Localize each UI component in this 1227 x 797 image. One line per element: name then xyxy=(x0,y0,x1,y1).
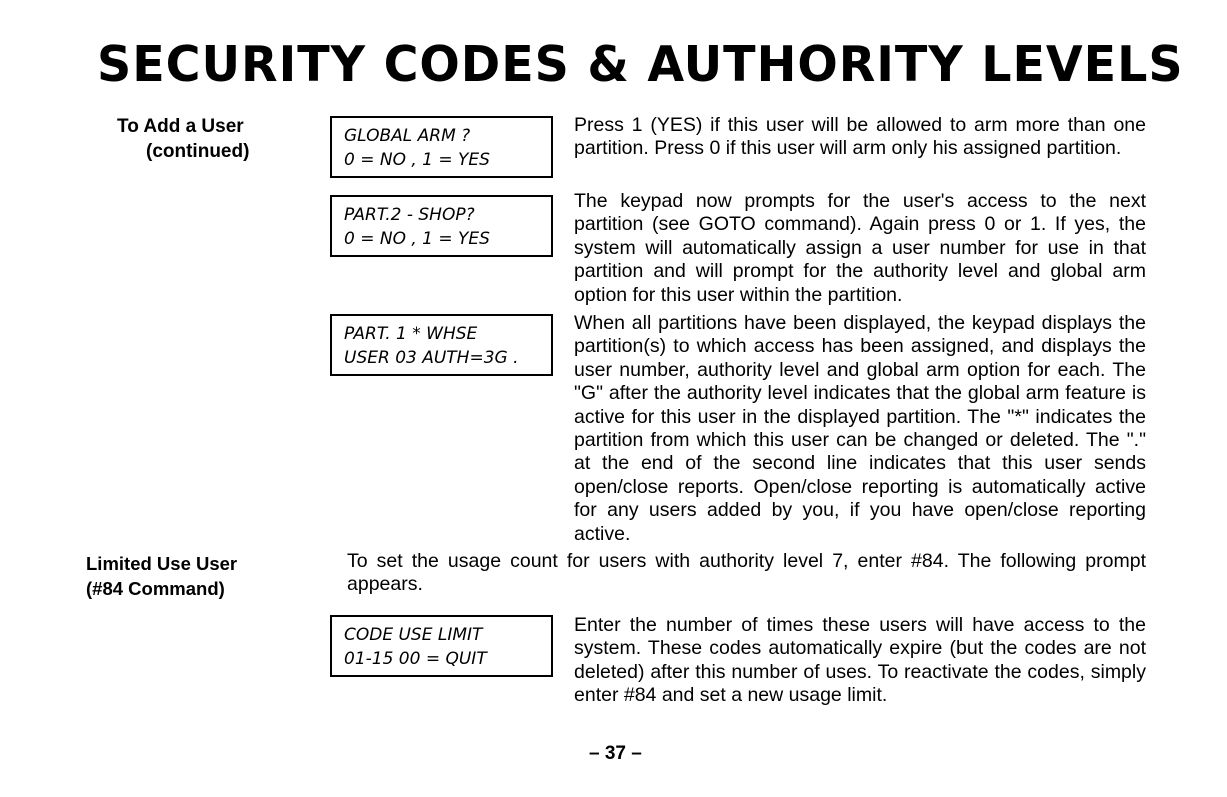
section-label-line: Limited Use User xyxy=(86,553,238,574)
keypad-display xyxy=(330,314,553,376)
display-line: PART. 1 * WHSE xyxy=(344,324,478,344)
keypad-display xyxy=(330,615,553,677)
body-paragraph: Enter the number of times these users will have access to the system. These codes automatically expire (but the codes are not deleted) after this number of uses. To reactivate the codes, simply enter #84 and set a new usage limit. xyxy=(574,614,1146,707)
body-paragraph: Press 1 (YES) if this user will be allowed to arm more than one partition. Press 0 if this user will arm only his assigned partition. xyxy=(574,114,1146,160)
keypad-display xyxy=(330,195,553,257)
section-label-limited-use xyxy=(86,551,237,601)
display-line: 0 = NO , 1 = YES xyxy=(344,229,490,249)
section-label-line: (continued) xyxy=(146,141,250,162)
page-number: – 37 – xyxy=(589,743,642,764)
display-line: CODE USE LIMIT xyxy=(344,625,483,645)
section-label-line: To Add a User xyxy=(117,116,244,137)
display-line: 0 = NO , 1 = YES xyxy=(344,150,490,170)
keypad-display xyxy=(330,116,553,178)
body-paragraph: The keypad now prompts for the user's access to the next partition (see GOTO command). Again press 0 or 1. If yes, the system will automatically assign a user number for use in that partition and will prompt for the authority level and global arm option for this user within the partition. xyxy=(574,190,1146,306)
body-paragraph: To set the usage count for users with authority level 7, enter #84. The following prompt appears. xyxy=(347,550,1146,596)
display-line: 01-15 00 = QUIT xyxy=(344,649,487,669)
display-line: PART.2 - SHOP? xyxy=(344,205,475,225)
body-paragraph: When all partitions have been displayed, the keypad displays the partition(s) to which access has been assigned, and displays the user number, authority level and global arm option for each. The "G" after the authority level indicates that the global arm feature is active for this user in the displayed partition. The "*" indicates the partition from which this user can be changed or deleted. The "." at the end of the second line indicates that this user sends open/close reports. Open/close reporting is automatically active for any users added by you, if you have open/close reporting active. xyxy=(574,312,1146,545)
section-label-add-user xyxy=(117,114,249,164)
display-line: GLOBAL ARM ? xyxy=(344,126,471,146)
display-line: USER 03 AUTH=3G . xyxy=(344,348,519,368)
section-label-line: (#84 Command) xyxy=(86,578,225,599)
page-title: SECURITY CODES & AUTHORITY LEVELS xyxy=(97,36,1184,93)
